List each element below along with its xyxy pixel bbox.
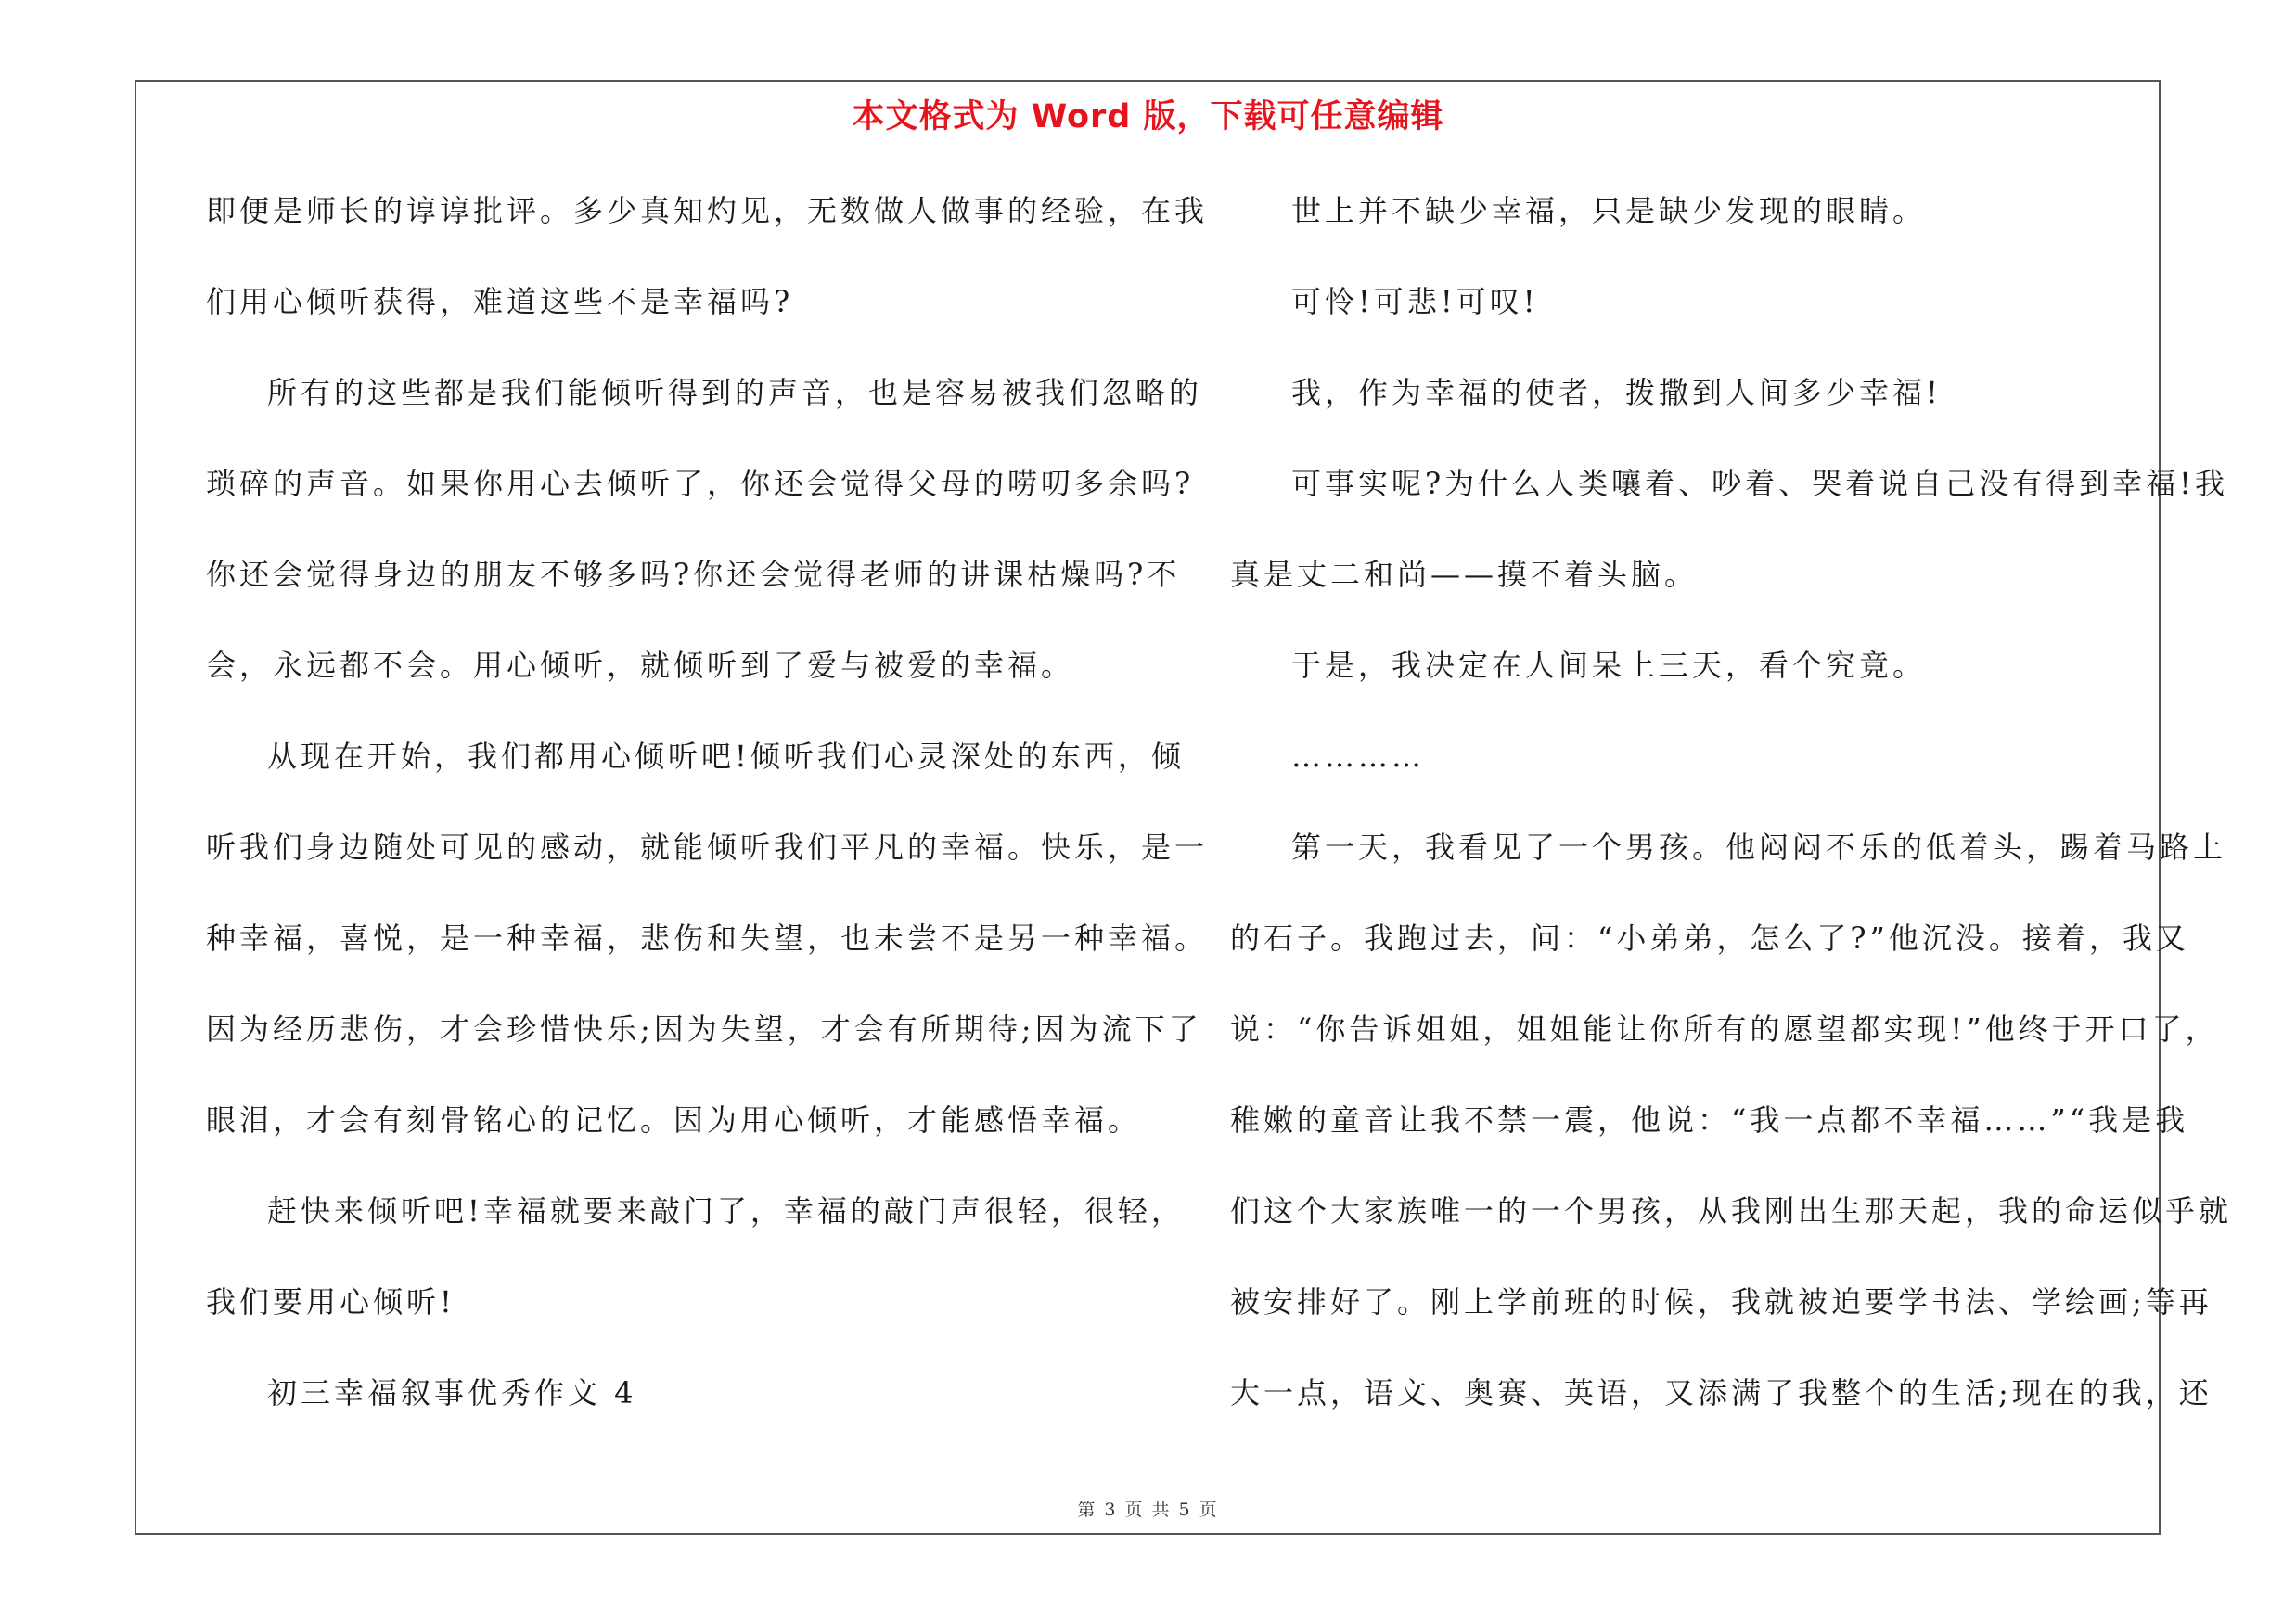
text-line: 第一天，我看见了一个男孩。他闷闷不乐的低着头，踢着马路上 xyxy=(1291,830,2227,865)
text-line: 可事实呢?为什么人类嚷着、吵着、哭着说自己没有得到幸福!我 xyxy=(1291,466,2229,501)
text-line: 们这个大家族唯一的一个男孩，从我刚出生那天起，我的命运似乎就 xyxy=(1230,1193,2233,1229)
text-line: 被安排好了。刚上学前班的时候，我就被迫要学书法、学绘画;等再 xyxy=(1230,1284,2213,1320)
text-line: 赶快来倾听吧!幸福就要来敲门了，幸福的敲门声很轻，很轻， xyxy=(267,1193,1185,1229)
text-line: 大一点，语文、奥赛、英语，又添满了我整个的生活;现在的我，还 xyxy=(1230,1375,2213,1410)
text-line: 们用心倾听获得，难道这些不是幸福吗? xyxy=(206,284,794,319)
text-line: 会，永远都不会。用心倾听，就倾听到了爱与被爱的幸福。 xyxy=(206,648,1075,683)
right-text-column xyxy=(1230,178,2233,1451)
text-line: 我，作为幸福的使者，拨撒到人间多少幸福! xyxy=(1291,375,1942,410)
left-text-column xyxy=(206,178,1209,1451)
text-line: 初三幸福叙事优秀作文 4 xyxy=(267,1375,637,1410)
text-line: 因为经历悲伤，才会珍惜快乐;因为失望，才会有所期待;因为流下了 xyxy=(206,1011,1202,1047)
text-line: 你还会觉得身边的朋友不够多吗?你还会觉得老师的讲课枯燥吗?不 xyxy=(206,557,1181,592)
text-line: 真是丈二和尚——摸不着头脑。 xyxy=(1230,557,1699,592)
text-line: 从现在开始，我们都用心倾听吧!倾听我们心灵深处的东西，倾 xyxy=(267,739,1185,774)
text-line: 眼泪，才会有刻骨铭心的记忆。因为用心倾听，才能感悟幸福。 xyxy=(206,1102,1142,1138)
text-line: 我们要用心倾听! xyxy=(206,1284,455,1320)
text-line: ………… xyxy=(1291,739,1425,774)
text-line: 稚嫩的童音让我不禁一震，他说：“我一点都不幸福……”“我是我 xyxy=(1230,1102,2189,1138)
text-line: 世上并不缺少幸福，只是缺少发现的眼睛。 xyxy=(1291,193,1927,228)
text-line: 说：“你告诉姐姐，姐姐能让你所有的愿望都实现!”他终于开口了， xyxy=(1230,1011,2219,1047)
text-line: 种幸福，喜悦，是一种幸福，悲伤和失望，也未尝不是另一种幸福。 xyxy=(206,921,1209,956)
text-line: 即便是师长的谆谆批评。多少真知灼见，无数做人做事的经验，在我 xyxy=(206,193,1209,228)
text-line: 于是，我决定在人间呆上三天，看个究竟。 xyxy=(1291,648,1927,683)
text-line: 听我们身边随处可见的感动，就能倾听我们平凡的幸福。快乐，是一 xyxy=(206,830,1209,865)
text-line: 的石子。我跑过去，问：“小弟弟，怎么了?”他沉没。接着，我又 xyxy=(1230,921,2189,956)
page-number-footer: 第 3 页 共 5 页 xyxy=(1077,1500,1219,1520)
format-banner: 本文格式为 Word 版，下载可任意编辑 xyxy=(852,98,1444,135)
text-line: 琐碎的声音。如果你用心去倾听了，你还会觉得父母的唠叨多余吗? xyxy=(206,466,1195,501)
text-line: 可怜!可悲!可叹! xyxy=(1291,284,1539,319)
text-line: 所有的这些都是我们能倾听得到的声音，也是容易被我们忽略的 xyxy=(267,375,1203,410)
